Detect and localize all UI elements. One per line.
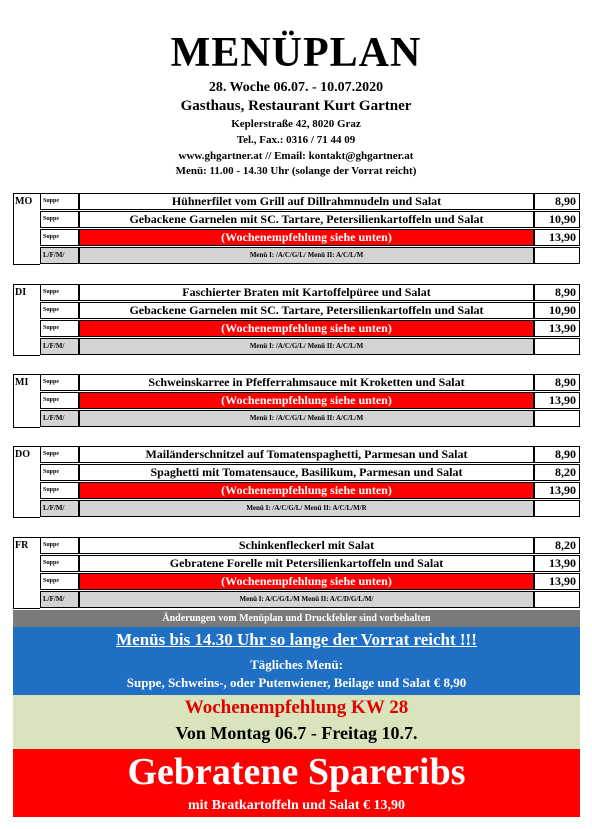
allergen-row [13,247,580,264]
special-text: mit Bratkartoffeln und Salat € 13,90 [13,797,580,817]
dish-price: 13,90 [534,555,580,572]
dish-name: Schweinskarree in Pfefferrahmsauce mit Kroketten und Salat [79,374,534,391]
web-email: www.ghgartner.at // Email: kontakt@ghgartner.at [178,150,414,162]
recommendation-title: Wochenempfehlung KW 28 [184,697,409,718]
dish-price: 13,90 [534,229,580,246]
allergen-label: L/F/M/ [40,591,79,608]
dish-name: Hühnerfilet vom Grill auf Dillrahmnudeln und Salat [79,193,534,210]
menu-row [13,537,580,554]
soup-label: Suppe [40,464,79,481]
dish-name: (Wochenempfehlung siehe unten) [79,392,534,409]
restaurant-name: Gasthaus, Restaurant Kurt Gartner [180,98,412,114]
allergen-row [13,500,580,517]
allergen-info: Menü I: A/C/G/L/M Menü II: A/C/D/G/L/M/ [79,591,534,608]
dish-name: (Wochenempfehlung siehe unten) [79,482,534,499]
dish-price: 10,90 [534,302,580,319]
special-title: Gebratene Spareribs [13,749,580,797]
allergen-row [13,338,580,355]
address: Keplerstraße 42, 8020 Graz [231,118,361,130]
allergen-row [13,410,580,427]
dish-name: Spaghetti mit Tomatensauce, Basilikum, Parmesan und Salat [79,464,534,481]
menu-row [13,482,580,499]
soup-label: Suppe [40,193,79,210]
menu-row [13,464,580,481]
day-label: MI [15,377,29,388]
day-label: DI [15,287,27,298]
empty-price [534,410,580,427]
dish-name: Faschierter Braten mit Kartoffelpüree und Salat [79,284,534,301]
allergen-label: L/F/M/ [40,410,79,427]
daily-menu-band [13,653,580,695]
soup-label: Suppe [40,302,79,319]
empty-price [534,591,580,608]
recommendation-band [13,695,580,749]
dish-name: Gebackene Garnelen mit SC. Tartare, Petersilienkartoffeln und Salat [79,302,534,319]
page-title: MENÜPLAN [170,30,422,76]
allergen-label: L/F/M/ [40,338,79,355]
stock-text: Menüs bis 14.30 Uhr so lange der Vorrat reicht !!! [116,630,477,649]
dish-name: Gebratene Forelle mit Petersilienkartoffeln und Salat [79,555,534,572]
soup-label: Suppe [40,537,79,554]
soup-label: Suppe [40,374,79,391]
empty-price [534,247,580,264]
menu-row [13,320,580,337]
stock-band [13,627,580,653]
dish-price: 8,20 [534,464,580,481]
allergen-label: L/F/M/ [40,500,79,517]
dish-price: 8,20 [534,537,580,554]
dish-name: (Wochenempfehlung siehe unten) [79,573,534,590]
menu-row [13,374,580,391]
empty-price [534,338,580,355]
dish-price: 8,90 [534,374,580,391]
dish-price: 10,90 [534,211,580,228]
dish-price: 8,90 [534,284,580,301]
menu-row [13,573,580,590]
daily-menu-text: Suppe, Schweins-, oder Putenwiener, Beilage und Salat € 8,90 [126,675,467,690]
dish-price: 13,90 [534,482,580,499]
menu-row [13,211,580,228]
week-line: 28. Woche 06.07. - 10.07.2020 [208,80,384,95]
dish-name: Gebackene Garnelen mit SC. Tartare, Petersilienkartoffeln und Salat [79,211,534,228]
soup-label: Suppe [40,392,79,409]
allergen-info: Menü I: /A/C/G/L/ Menü II: A/C/L/M [79,410,534,427]
dish-price: 13,90 [534,573,580,590]
soup-label: Suppe [40,573,79,590]
allergen-row [13,591,580,608]
notice-band: Änderungen vom Menüplan und Druckfehler sind vorbehalten [13,610,580,627]
soup-label: Suppe [40,320,79,337]
dish-price: 13,90 [534,392,580,409]
allergen-label: L/F/M/ [40,247,79,264]
daily-menu-title: Tägliches Menü: [250,657,343,672]
menu-row [13,446,580,463]
allergen-info: Menü I: /A/C/G/L/ Menü II: A/C/L/M [79,338,534,355]
menu-row [13,284,580,301]
soup-label: Suppe [40,284,79,301]
dish-name: Schinkenfleckerl mit Salat [79,537,534,554]
opening-hours: Menü: 11.00 - 14.30 Uhr (solange der Vorrat reicht) [175,165,417,177]
dish-price: 13,90 [534,320,580,337]
day-label: FR [15,540,29,551]
dish-name: Mailänderschnitzel auf Tomatenspaghetti, Parmesan und Salat [79,446,534,463]
soup-label: Suppe [40,555,79,572]
dish-name: (Wochenempfehlung siehe unten) [79,229,534,246]
empty-price [534,500,580,517]
menu-row [13,229,580,246]
dish-name: (Wochenempfehlung siehe unten) [79,320,534,337]
recommendation-dates: Von Montag 06.7 - Freitag 10.7. [175,723,418,743]
soup-label: Suppe [40,482,79,499]
dish-price: 8,90 [534,193,580,210]
day-label: DO [15,449,30,460]
soup-label: Suppe [40,211,79,228]
menu-row [13,302,580,319]
allergen-info: Menü I: /A/C/G/L/ Menü II: A/C/L/M [79,247,534,264]
soup-label: Suppe [40,446,79,463]
day-label: MO [15,196,33,207]
menu-row [13,392,580,409]
dish-price: 8,90 [534,446,580,463]
menu-row [13,193,580,210]
phone: Tel., Fax.: 0316 / 71 44 09 [236,134,356,146]
soup-label: Suppe [40,229,79,246]
menu-row [13,555,580,572]
allergen-info: Menü I: /A/C/G/L/ Menü II: A/C/L/M/R [79,500,534,517]
